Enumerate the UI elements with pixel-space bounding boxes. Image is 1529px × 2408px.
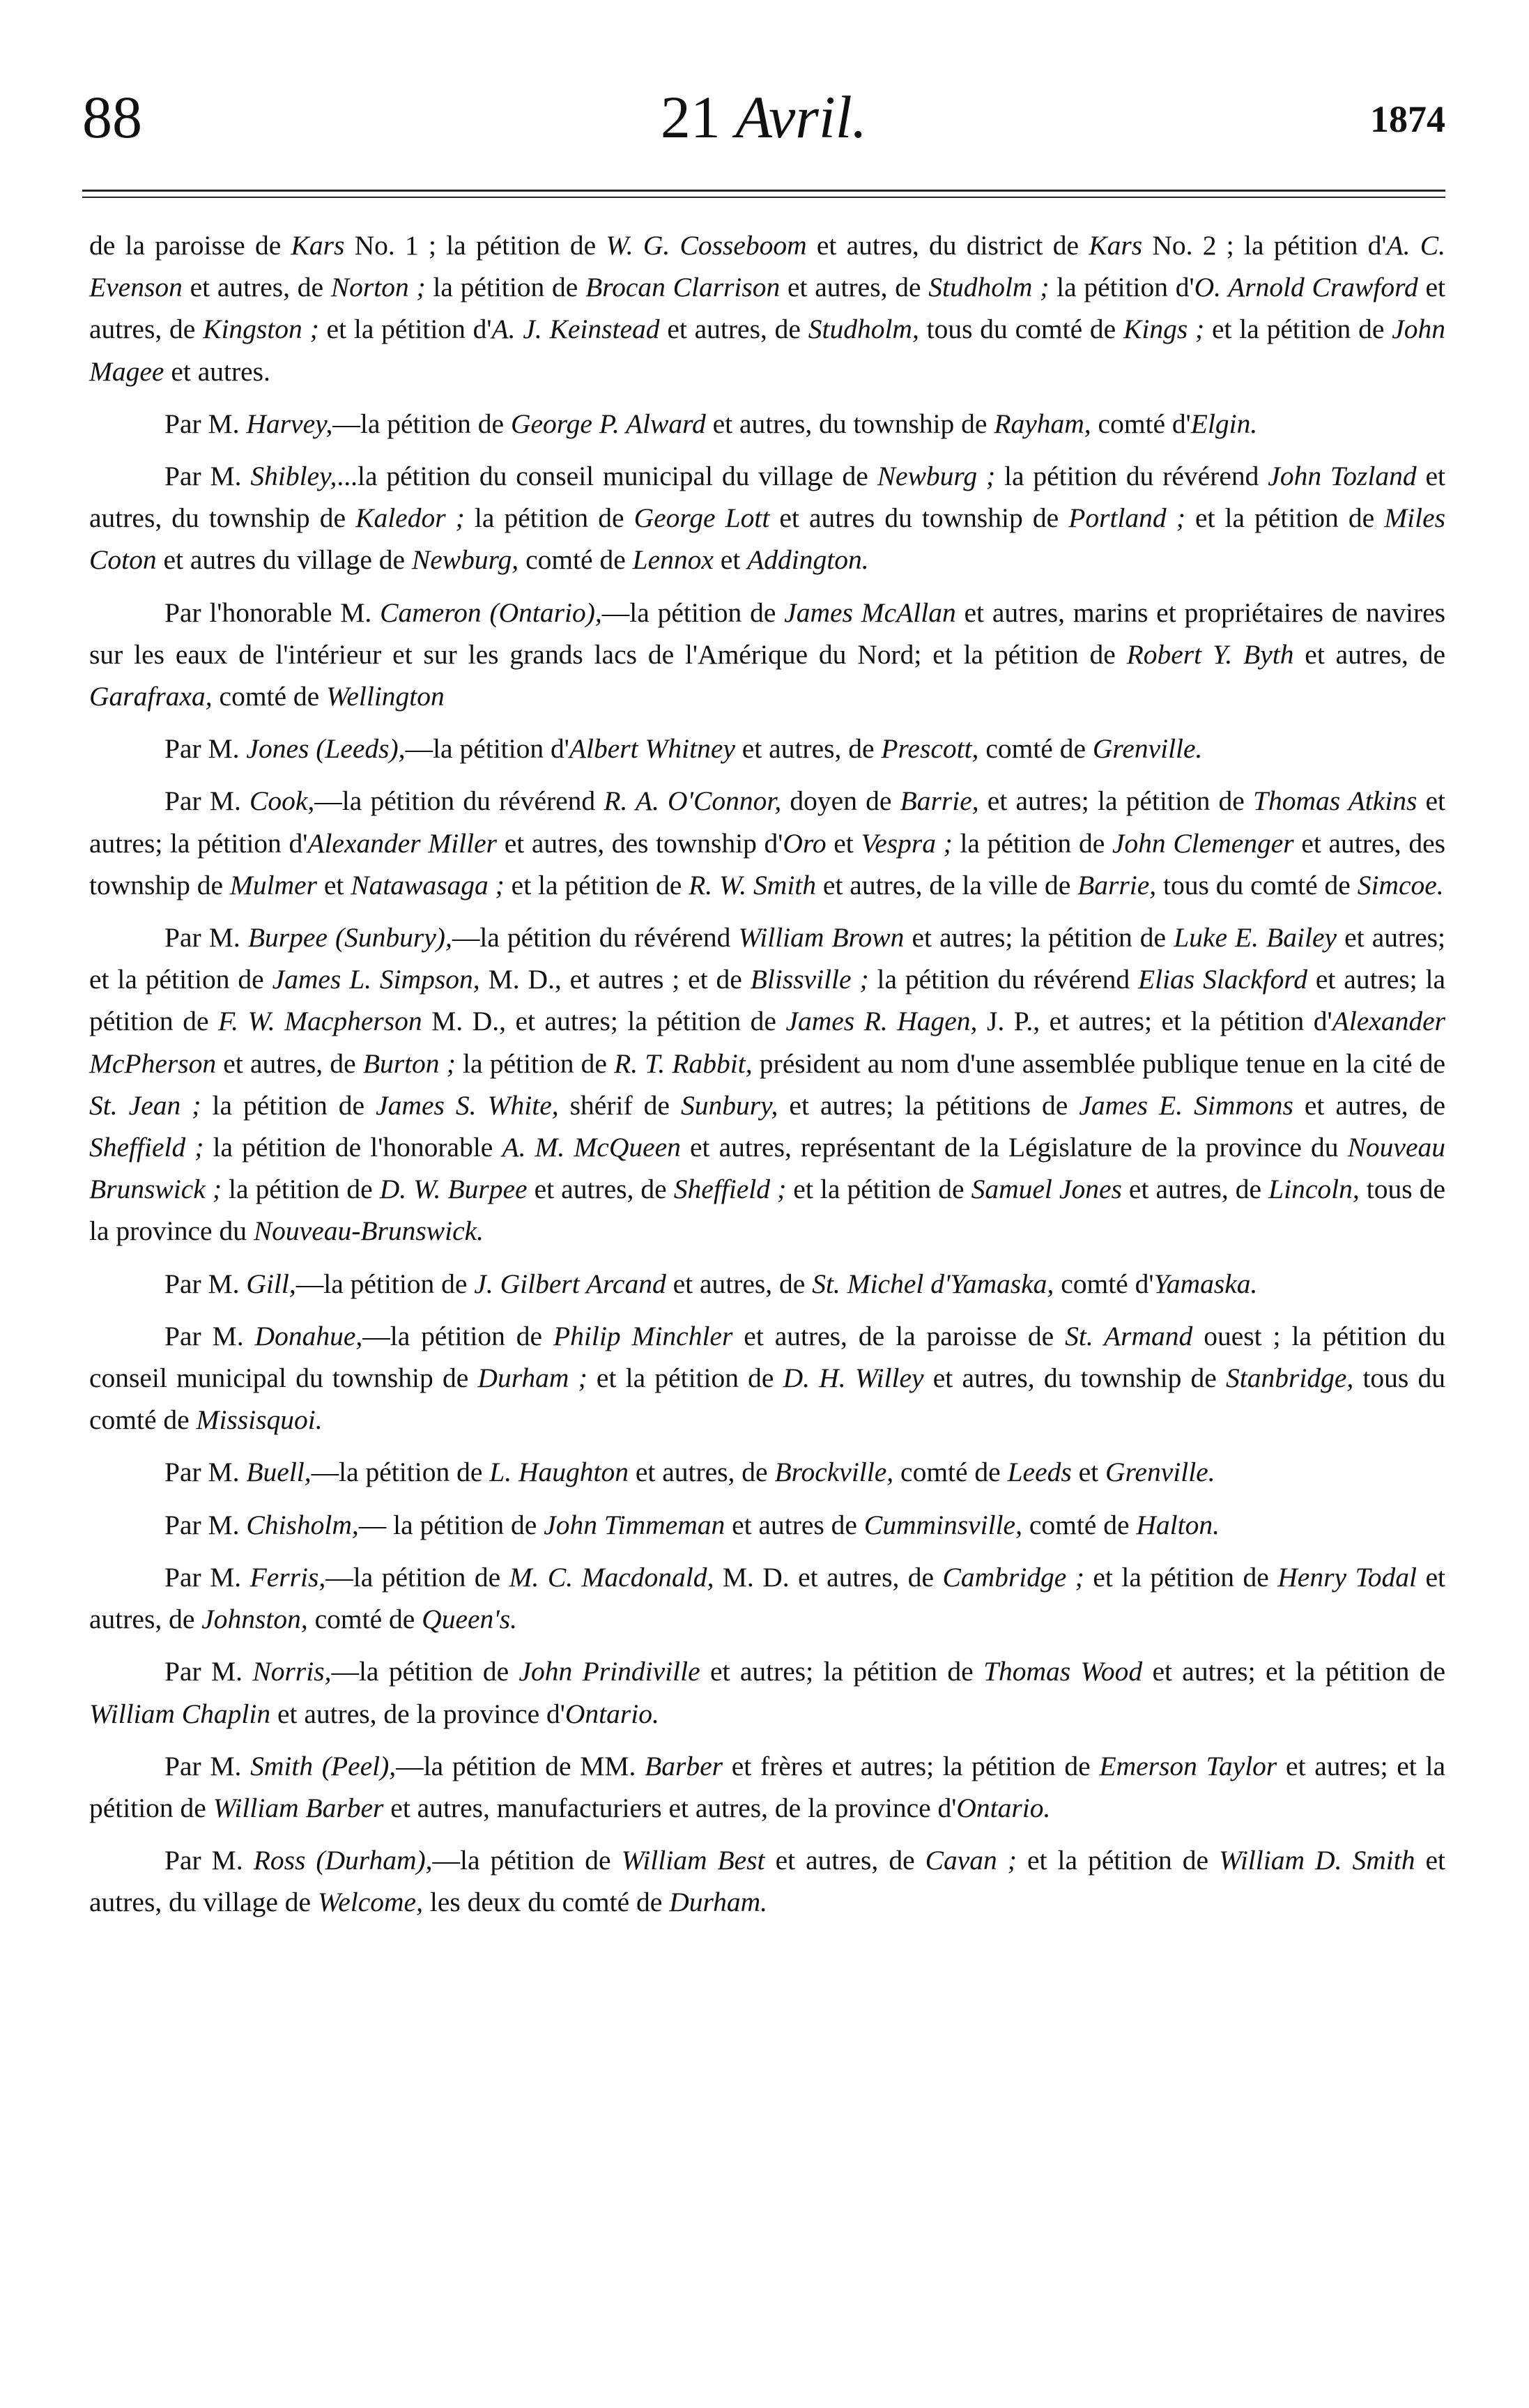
text-run: et autres, de <box>780 272 929 303</box>
page-year: 1874 <box>1370 98 1445 140</box>
text-run: et autres, du township de <box>89 461 1445 534</box>
text-run: et la pétition d' <box>318 314 492 345</box>
text-run: et autres; la pétition de <box>904 922 1174 953</box>
text-run: tous du comté de <box>1156 869 1358 900</box>
italic-name: St. Michel d'Yamaska, <box>812 1268 1054 1299</box>
italic-name: Gill, <box>246 1268 296 1299</box>
text-run: la pétition de <box>201 1089 376 1121</box>
italic-name: Ontario. <box>956 1792 1051 1823</box>
italic-name: William Brown <box>738 922 905 953</box>
italic-name: Queen's. <box>422 1604 517 1635</box>
italic-name: Johnston, <box>201 1604 308 1635</box>
text-run: comté de <box>518 544 633 576</box>
text-run: président au nom d'une assemblée publique tenue en la cité de <box>752 1048 1446 1079</box>
italic-name: Leeds <box>1007 1457 1072 1488</box>
petition-paragraph <box>89 1650 1445 1734</box>
italic-name: Welcome, <box>317 1887 423 1918</box>
text-run: et autres, de <box>216 1048 363 1079</box>
italic-name: L. Haughton <box>489 1457 629 1488</box>
text-run: comté d' <box>1091 408 1191 439</box>
italic-name: Rayham, <box>994 408 1091 439</box>
italic-name: Stanbridge, <box>1226 1363 1354 1394</box>
italic-name: Sheffield ; <box>673 1174 787 1205</box>
text-run: et autres, de la province d' <box>270 1698 565 1729</box>
italic-name: A. J. Keinstead <box>491 314 660 345</box>
text-run: et autres, de la paroisse de <box>732 1320 1066 1351</box>
text-run: —la pétition de MM. <box>396 1750 645 1781</box>
italic-name: Durham ; <box>477 1363 587 1394</box>
text-run: —la pétition de <box>332 408 511 439</box>
text-run: et autres; la pétition de <box>978 785 1253 817</box>
italic-name: Cambridge ; <box>942 1561 1084 1593</box>
text-run: et autres, marins et propriétaires de navires sur les eaux de l'intérieur et sur les grands lacs de l'Amérique du Nord; et la pétition de <box>89 597 1446 670</box>
italic-name: Robert Y. Byth <box>1126 638 1294 670</box>
italic-name: Thomas Wood <box>983 1656 1143 1687</box>
text-run: No. 1 ; la pétition de <box>344 230 606 261</box>
petition-paragraph <box>89 455 1445 581</box>
italic-name: James S. White, <box>376 1089 559 1121</box>
italic-name: Philip Minchler <box>553 1320 733 1351</box>
italic-name: St. Armand <box>1065 1320 1193 1351</box>
italic-name: John Prindiville <box>518 1656 700 1687</box>
text-run: et autres, de <box>666 1268 813 1299</box>
italic-name: Addington. <box>747 544 869 576</box>
text-run: et <box>1071 1457 1105 1488</box>
text-run: et autres de <box>725 1509 864 1540</box>
page-number: 88 <box>82 84 142 151</box>
text-run: J. P., et autres; et la pétition d' <box>977 1006 1332 1037</box>
italic-name: Barrie, <box>1077 869 1157 900</box>
text-run: —la pétition de <box>432 1845 622 1876</box>
italic-name: Durham. <box>669 1887 768 1918</box>
text-run: —la pétition d' <box>405 733 569 765</box>
text-run: Par M. <box>164 1509 247 1540</box>
petition-paragraph <box>89 780 1445 906</box>
italic-name: Brocan Clarrison <box>585 272 781 303</box>
text-run: —la pétition de <box>601 597 785 628</box>
text-run: la pétition de l'honorable <box>203 1132 502 1163</box>
italic-name: John Magee <box>89 314 1445 387</box>
italic-name: R. A. O'Connor, <box>604 785 782 817</box>
italic-name: Cook, <box>249 785 315 817</box>
text-run: et autres, de <box>89 1561 1445 1635</box>
italic-name: R. T. Rabbit, <box>614 1048 753 1079</box>
text-run: et autres, manufacturiers et autres, de la province d' <box>383 1792 957 1823</box>
italic-name: William Chaplin <box>89 1698 271 1729</box>
text-run: la pétition de <box>952 827 1112 859</box>
text-run: et autres; la pétitions de <box>778 1089 1079 1121</box>
italic-name: Ferris, <box>249 1561 326 1593</box>
italic-name: Kingston ; <box>203 314 319 345</box>
text-run: ouest ; la pétition du conseil municipal du township de <box>89 1320 1446 1394</box>
text-run: et autres, de la ville de <box>816 869 1078 900</box>
italic-name: F. W. Macpherson <box>218 1006 422 1037</box>
text-run: et autres, du township de <box>705 408 994 439</box>
italic-name: Prescott, <box>881 733 979 765</box>
text-run: Par M. <box>164 1845 254 1876</box>
italic-name: Buell, <box>246 1457 312 1488</box>
italic-name: R. W. Smith <box>689 869 817 900</box>
text-run: Par M. <box>164 1750 251 1781</box>
text-run: comté de <box>893 1457 1008 1488</box>
text-run: et autres, de <box>182 272 331 303</box>
page-header <box>82 82 1445 159</box>
text-run: et autres, du district de <box>806 230 1089 261</box>
text-run: —la pétition de <box>295 1268 475 1299</box>
text-run: et <box>826 827 861 859</box>
text-run: tous de la province du <box>89 1174 1445 1247</box>
italic-name: A. C. Evenson <box>89 230 1446 303</box>
text-run: et autres; et la pétition de <box>89 922 1446 995</box>
petition-paragraph <box>89 592 1445 718</box>
italic-name: Grenville. <box>1092 733 1203 765</box>
italic-name: James E. Simmons <box>1079 1089 1293 1121</box>
italic-name: Studholm ; <box>928 272 1050 303</box>
italic-name: Kars <box>291 230 345 261</box>
italic-name: Cavan ; <box>925 1845 1017 1876</box>
text-run: Par M. <box>164 922 248 953</box>
text-run: Par M. <box>164 733 247 765</box>
text-run: et la pétition de <box>1204 314 1392 345</box>
italic-name: Newburg ; <box>877 461 996 492</box>
italic-name: Lincoln, <box>1268 1174 1360 1205</box>
journal-body <box>89 224 1445 1934</box>
text-run: et la pétition de <box>504 869 689 900</box>
page-date-title <box>82 82 1445 152</box>
italic-name: Norris, <box>252 1656 332 1687</box>
header-rule-top <box>82 190 1445 192</box>
italic-name: Mulmer <box>229 869 317 900</box>
text-run: comté de <box>1022 1509 1137 1540</box>
text-run: —la pétition du révérend <box>314 785 604 817</box>
text-run: les deux du comté de <box>422 1887 670 1918</box>
text-run: la pétition d' <box>1049 272 1194 303</box>
text-run: shérif de <box>558 1089 681 1121</box>
petition-paragraph <box>89 1839 1445 1923</box>
italic-name: Sunbury, <box>681 1089 778 1121</box>
italic-name: Halton. <box>1136 1509 1220 1540</box>
text-run: la pétition du révérend <box>868 964 1138 995</box>
text-run: et autres, de <box>735 733 882 765</box>
text-run: No. 2 ; la pétition d' <box>1142 230 1387 261</box>
italic-name: Lennox <box>632 544 714 576</box>
petition-paragraph <box>89 1315 1445 1441</box>
text-run: Par M. <box>164 785 250 817</box>
petition-paragraph <box>89 1504 1445 1546</box>
text-run: et autres; la pétition de <box>89 964 1446 1037</box>
petition-paragraph <box>89 1451 1445 1493</box>
italic-name: John Timmeman <box>544 1509 725 1540</box>
text-run: et autres; la pétition d' <box>89 785 1446 859</box>
italic-name: J. Gilbert Arcand <box>474 1268 666 1299</box>
text-run: —la pétition de <box>331 1656 519 1687</box>
italic-name: John Tozland <box>1268 461 1417 492</box>
text-run: et la pétition de <box>786 1174 971 1205</box>
text-run: Par M. <box>164 1656 253 1687</box>
italic-name: St. Jean ; <box>89 1089 201 1121</box>
text-run: et autres; la pétition de <box>700 1656 984 1687</box>
italic-name: Kings ; <box>1123 314 1205 345</box>
italic-name: A. M. McQueen <box>502 1132 681 1163</box>
text-run: et autres, de <box>1293 638 1445 670</box>
italic-name: Jones (Leeds), <box>246 733 406 765</box>
text-run: et frères et autres; la pétition de <box>723 1750 1100 1781</box>
petition-paragraph <box>89 1745 1445 1829</box>
italic-name: William Best <box>621 1845 765 1876</box>
italic-name: Harvey, <box>246 408 333 439</box>
text-run: et <box>316 869 351 900</box>
text-run: et la pétition de <box>1016 1845 1220 1876</box>
italic-name: Cameron (Ontario), <box>380 597 602 628</box>
text-run: et autres, du township de <box>923 1363 1227 1394</box>
italic-name: M. C. Macdonald, <box>509 1561 714 1593</box>
text-run: et autres, de <box>764 1845 925 1876</box>
text-run: et autres, de <box>1293 1089 1445 1121</box>
italic-name: George P. Alward <box>510 408 706 439</box>
text-run: et la pétition de <box>1084 1561 1278 1593</box>
petition-paragraph <box>89 1263 1445 1305</box>
text-run: et autres du village de <box>156 544 412 576</box>
italic-name: Portland ; <box>1068 503 1185 534</box>
text-run: — la pétition de <box>358 1509 544 1540</box>
petition-paragraph <box>89 403 1445 445</box>
text-run: Par M. <box>164 1561 250 1593</box>
header-rule-bottom <box>82 197 1445 198</box>
text-run: Par M. <box>164 1320 255 1351</box>
italic-name: Brockville, <box>774 1457 894 1488</box>
text-run: doyen de <box>781 785 900 817</box>
italic-name: D. W. Burpee <box>379 1174 528 1205</box>
italic-name: Newburg, <box>411 544 519 576</box>
italic-name: Yamaska. <box>1153 1268 1258 1299</box>
italic-name: Burpee (Sunbury), <box>247 922 452 953</box>
text-run: tous du comté de <box>89 1363 1445 1436</box>
italic-name: Albert Whitney <box>569 733 735 765</box>
petition-paragraph <box>89 1556 1445 1640</box>
italic-name: Cumminsville, <box>863 1509 1022 1540</box>
italic-name: Thomas Atkins <box>1253 785 1417 817</box>
text-run: et autres, de <box>89 272 1445 345</box>
text-run: et autres; et la pétition de <box>1142 1656 1446 1687</box>
italic-name: Nouveau Brunswick ; <box>89 1132 1445 1205</box>
text-run: —la pétition du révérend <box>452 922 739 953</box>
text-run: et la pétition de <box>587 1363 783 1394</box>
italic-name: Donahue, <box>254 1320 363 1351</box>
date-month: Avril. <box>735 84 868 151</box>
italic-name: Smith (Peel), <box>250 1750 397 1781</box>
italic-name: Vespra ; <box>861 827 953 859</box>
text-run: la pétition de <box>464 503 634 534</box>
italic-name: James R. Hagen, <box>785 1006 978 1037</box>
italic-name: Kars <box>1089 230 1143 261</box>
text-run: tous du comté de <box>919 314 1124 345</box>
italic-name: Burton ; <box>362 1048 456 1079</box>
text-run: et autres, de <box>659 314 808 345</box>
italic-name: Studholm, <box>808 314 919 345</box>
italic-name: Natawasaga ; <box>351 869 505 900</box>
text-run: et autres, de <box>1121 1174 1269 1205</box>
italic-name: W. G. Cosseboom <box>606 230 807 261</box>
text-run: —la pétition de <box>362 1320 554 1351</box>
text-run: et la pétition de <box>1185 503 1385 534</box>
italic-name: Kaledor ; <box>355 503 465 534</box>
petition-paragraph <box>89 728 1445 769</box>
text-run: la pétition du révérend <box>995 461 1268 492</box>
text-run: M. D., et autres; la pétition de <box>422 1006 786 1037</box>
text-run: et autres, de <box>628 1457 775 1488</box>
italic-name: Elias Slackford <box>1137 964 1307 995</box>
text-run: et autres, des township d' <box>497 827 783 859</box>
italic-name: Miles Coton <box>89 503 1445 576</box>
text-run: et autres; et la pétition de <box>89 1750 1445 1823</box>
italic-name: Grenville. <box>1105 1457 1215 1488</box>
italic-name: John Clemenger <box>1112 827 1294 859</box>
text-run: comté d' <box>1054 1268 1154 1299</box>
text-run: et <box>713 544 748 576</box>
text-run: la pétition de <box>455 1048 615 1079</box>
text-run: Par l'honorable M. <box>164 597 381 628</box>
italic-name: William Barber <box>213 1792 384 1823</box>
italic-name: Samuel Jones <box>971 1174 1122 1205</box>
text-run: et autres, du village de <box>89 1845 1445 1918</box>
italic-name: James L. Simpson, <box>272 964 480 995</box>
italic-name: James McAllan <box>784 597 956 628</box>
text-run: M. D. et autres, de <box>714 1561 943 1593</box>
text-run: comté de <box>978 733 1093 765</box>
italic-name: Oro <box>783 827 827 859</box>
italic-name: Alexander McPherson <box>89 1006 1445 1079</box>
italic-name: Blissville ; <box>750 964 869 995</box>
italic-name: Luke E. Bailey <box>1174 922 1337 953</box>
italic-name: Barber <box>645 1750 723 1781</box>
text-run: —la pétition de <box>325 1561 509 1593</box>
italic-name: Alexander Miller <box>307 827 498 859</box>
italic-name: Emerson Taylor <box>1099 1750 1277 1781</box>
italic-name: Ross (Durham), <box>253 1845 433 1876</box>
italic-name: Chisholm, <box>246 1509 359 1540</box>
text-run: la pétition de <box>425 272 586 303</box>
italic-name: Sheffield ; <box>89 1132 204 1163</box>
text-run: Par M. <box>164 408 247 439</box>
italic-name: Simcoe. <box>1357 869 1444 900</box>
italic-name: George Lott <box>633 503 770 534</box>
italic-name: Missisquoi. <box>196 1404 323 1436</box>
text-run: comté de <box>307 1604 422 1635</box>
text-run: et autres, des township de <box>89 827 1445 900</box>
text-run: de la paroisse de <box>89 230 291 261</box>
text-run: M. D., et autres ; et de <box>479 964 751 995</box>
text-run: ...la pétition du conseil municipal du village de <box>337 461 877 492</box>
italic-name: Elgin. <box>1190 408 1258 439</box>
petition-paragraph <box>89 917 1445 1252</box>
text-run: Par M. <box>164 1268 247 1299</box>
text-run: la pétition de <box>221 1174 380 1205</box>
date-day: 21 <box>660 84 721 151</box>
text-run: Par M. <box>164 1457 247 1488</box>
italic-name: William D. Smith <box>1219 1845 1415 1876</box>
text-run: et autres, représentant de la Législature de la province du <box>680 1132 1348 1163</box>
italic-name: D. H. Willey <box>783 1363 924 1394</box>
italic-name: O. Arnold Crawford <box>1194 272 1418 303</box>
italic-name: Garafraxa, <box>89 681 213 712</box>
text-run: et autres. <box>164 355 270 387</box>
italic-name: Barrie, <box>900 785 979 817</box>
text-run: et autres du township de <box>769 503 1069 534</box>
petition-paragraph <box>89 224 1445 392</box>
text-run: —la pétition de <box>311 1457 490 1488</box>
italic-name: Nouveau-Brunswick. <box>253 1215 484 1247</box>
italic-name: Ontario. <box>564 1698 659 1729</box>
text-run: comté de <box>212 681 327 712</box>
italic-name: Norton ; <box>330 272 426 303</box>
text-run: Par M. <box>164 461 251 492</box>
italic-name: Wellington <box>326 681 445 712</box>
italic-name: Henry Todal <box>1277 1561 1417 1593</box>
italic-name: Shibley, <box>250 461 337 492</box>
text-run: et autres, de <box>527 1174 674 1205</box>
